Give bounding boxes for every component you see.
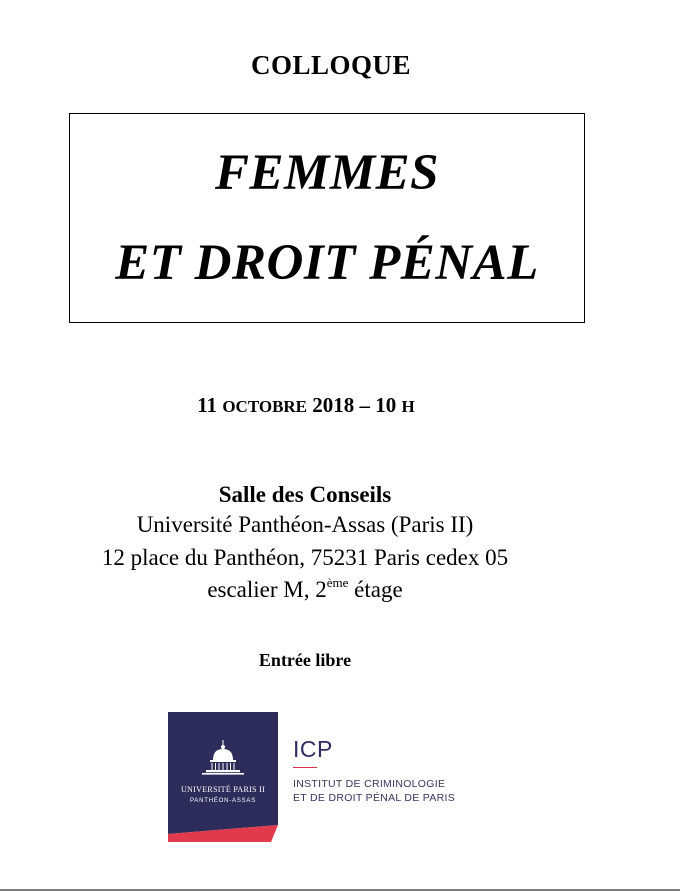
date-day: 11 [197, 393, 218, 417]
venue-university: Université Panthéon-Assas (Paris II) [136, 512, 474, 537]
venue-stair [0, 575, 610, 602]
icp-logo [293, 738, 455, 805]
date-hour: 10 [375, 393, 397, 417]
date-year: 2018 [312, 393, 355, 417]
icp-line-1: INSTITUT DE CRIMINOLOGIE [293, 778, 446, 791]
venue-room: Salle des Conseils [218, 482, 392, 507]
title-line-1: FEMMES [214, 145, 440, 201]
icp-line-2: ET DE DROIT PÉNAL DE PARIS [293, 792, 456, 805]
date-hour-unit: H [401, 397, 415, 416]
university-logo-line1: UNIVERSITÉ PARIS II [180, 785, 266, 794]
icp-acronym: ICP [293, 736, 333, 762]
event-date [0, 393, 612, 418]
university-logo [168, 712, 278, 842]
icp-accent-line [293, 767, 317, 768]
title-line-2: ET DROIT PÉNAL [115, 235, 539, 291]
venue-stair-sup: ème [326, 575, 349, 590]
university-logo-line2: PANTHÉON-ASSAS [189, 798, 257, 804]
venue-address: 12 place du Panthéon, 75231 Paris cedex 05 [101, 545, 509, 570]
event-type-heading: COLLOQUE [250, 50, 412, 80]
venue-stair-suffix: étage [348, 577, 403, 602]
date-month: OCTOBRE [222, 397, 308, 416]
entry-note: Entrée libre [258, 650, 352, 670]
bottom-divider [0, 889, 680, 891]
date-separator: – [359, 393, 371, 417]
title-box [69, 113, 585, 323]
venue-stair-prefix: escalier M, 2 [207, 577, 327, 602]
